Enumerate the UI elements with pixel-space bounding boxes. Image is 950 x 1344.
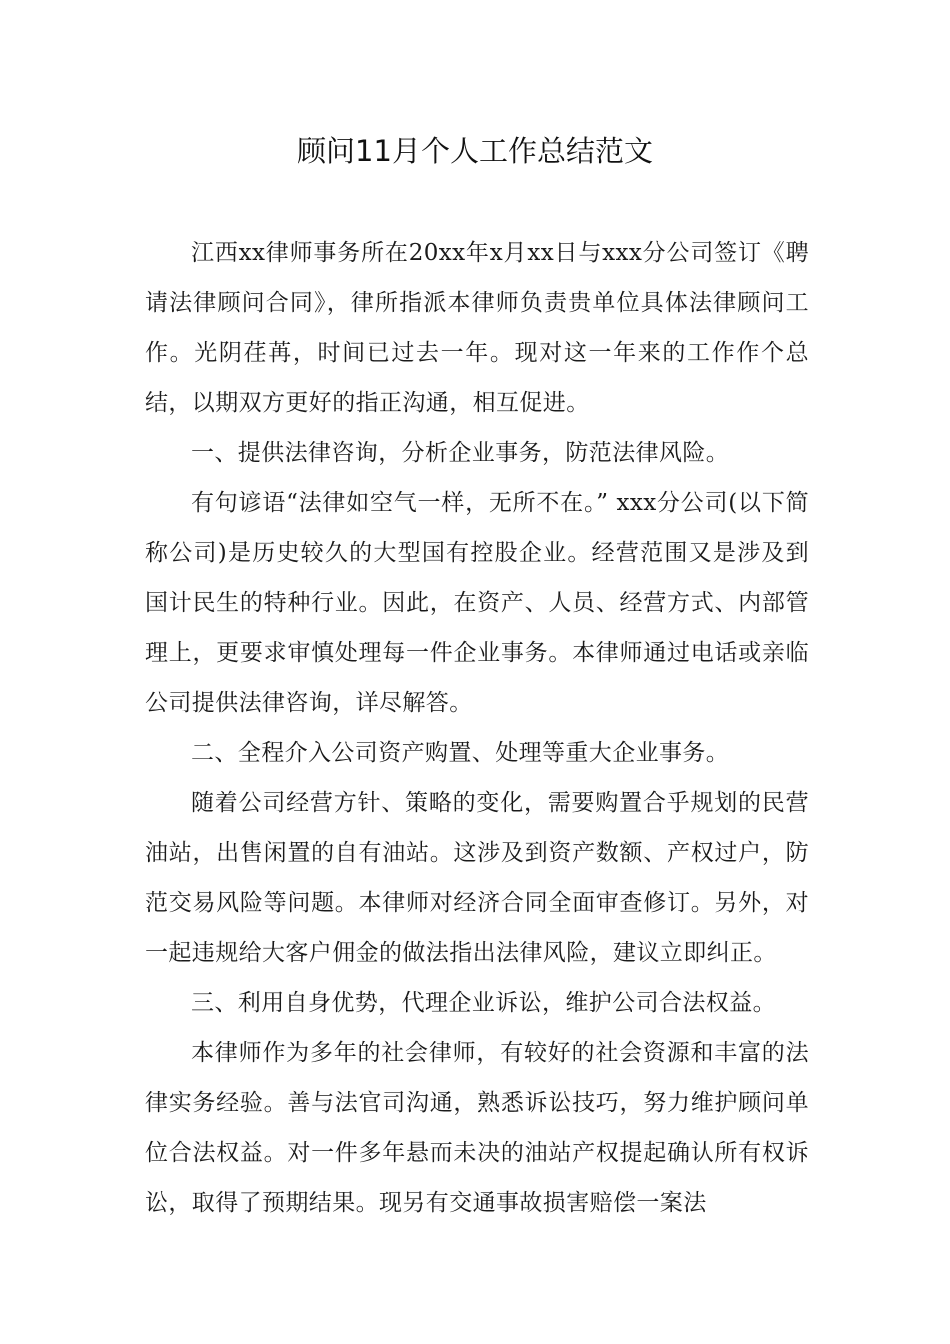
section-heading-2: 二、全程介入公司资产购置、处理等重大企业事务。	[191, 740, 730, 766]
paragraph-section-1: 有句谚语“法律如空气一样，无所不在。” xxx分公司(以下简称公司)是历史较久的大型国有控股企业。经营范围又是涉及到国计民生的特种行业。因此，在资产、人员、经营方式、内部管理上，更要求审慎处理每一件企业事务。本律师通过电话或亲临公司提供法律咨询，详尽解答。	[145, 490, 809, 716]
paragraph-intro: 江西xx律师事务所在20xx年x月xx日与xxx分公司签订《聘请法律顾问合同》，律所指派本律师负责贵单位具体法律顾问工作。光阴荏苒，时间已过去一年。现对这一年来的工作作个总结，以期双方更好的指正沟通，相互促进。	[145, 240, 809, 416]
document-title: 顾问11月个人工作总结范文	[297, 134, 653, 168]
section-heading-3: 三、利用自身优势，代理企业诉讼，维护公司合法权益。	[191, 990, 776, 1016]
paragraph-section-3: 本律师作为多年的社会律师，有较好的社会资源和丰富的法律实务经验。善与法官司沟通，熟悉诉讼技巧，努力维护顾问单位合法权益。对一件多年悬而未决的油站产权提起确认所有权诉讼，取得了预期结果。现另有交通事故损害赔偿一案法	[145, 1040, 809, 1216]
document-body	[145, 228, 809, 1228]
paragraph-section-2: 随着公司经营方针、策略的变化，需要购置合乎规划的民营油站，出售闲置的自有油站。这涉及到资产数额、产权过户，防范交易风险等问题。本律师对经济合同全面审查修订。另外，对一起违规给大客户佣金的做法指出法律风险，建议立即纠正。	[145, 790, 809, 966]
section-heading-1: 一、提供法律咨询，分析企业事务，防范法律风险。	[191, 440, 730, 466]
